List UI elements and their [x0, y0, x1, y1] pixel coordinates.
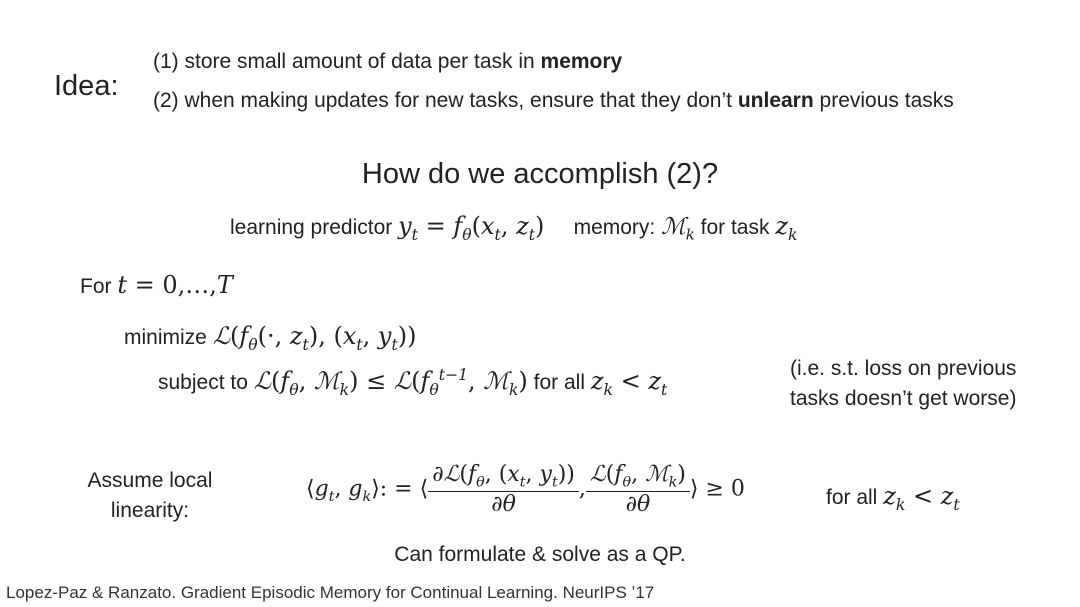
- side-note-line-2: tasks doesn’t get worse): [790, 387, 1017, 410]
- idea-item-2: [153, 89, 954, 113]
- idea-label: Idea:: [54, 70, 119, 102]
- for-label: For: [80, 275, 112, 298]
- minimize-line: minimize $ℒ(f_\theta(\cdot$, $z_t$), ($x_t$, $y_t$)): [124, 322, 417, 354]
- loop-T: T: [216, 271, 233, 299]
- for-loop-line: For t = 0,…,T: [80, 271, 233, 299]
- citation: Lopez-Paz & Ranzato. Gradient Episodic Memory for Continual Learning. NeurIPS ’17: [6, 583, 655, 602]
- subject-to-label: subject to: [158, 371, 248, 394]
- linearity-for-all-label: for all: [826, 486, 878, 509]
- idea-item-2-text: (2) when making updates for new tasks, ensure that they don’t: [153, 89, 738, 112]
- for-all-label: for all: [533, 371, 585, 394]
- linearity-label: [80, 466, 220, 526]
- predictor-line: learning predictor $y_t = f_\theta(x_t$, $z_t$) memory: ℳ$_k$ for task $z_k$: [230, 212, 798, 244]
- linearity-for-all: for all $z_k < z_t$: [826, 482, 960, 514]
- idea-item-1-text: (1) store small amount of data per task in: [153, 50, 541, 73]
- for-task-label: for task: [700, 216, 770, 239]
- qp-statement: Can formulate & solve as a QP.: [394, 543, 686, 566]
- idea-item-1: [153, 50, 622, 74]
- idea-item-2-bold: unlearn: [737, 89, 814, 112]
- subject-to-line: subject to $ℒ(f_\theta$, ℳ$_k$) ≤ $ℒ(f_\theta^{t-1}$, ℳ$_k$) for all $z_k < z_t$: [158, 366, 668, 399]
- question-heading: How do we accomplish (2)?: [361, 158, 719, 190]
- loop-range: = 0,…,: [134, 271, 217, 299]
- idea-item-2-suffix: previous tasks: [813, 89, 954, 112]
- minimize-label: minimize: [124, 326, 207, 349]
- side-note-line-1: (i.e. s.t. loss on previous: [790, 357, 1017, 380]
- predictor-label: learning predictor: [230, 216, 393, 239]
- idea-item-1-bold: memory: [540, 50, 623, 73]
- side-note: [790, 354, 1016, 414]
- linearity-line-1: Assume local: [87, 469, 213, 492]
- memory-label: memory:: [573, 216, 656, 239]
- linearity-line-2: linearity:: [110, 499, 190, 522]
- inner-product-formula: $⟨g_t$, $g_k⟩$: = ⟨ $\frac{\partial ℒ(f_\theta, (x_t, y_t))}{\partial\theta}$ , $\frac{ℒ(f_\theta, ℳ_k)}{\partial\theta}$ ⟩ ≥ 0: [306, 462, 745, 517]
